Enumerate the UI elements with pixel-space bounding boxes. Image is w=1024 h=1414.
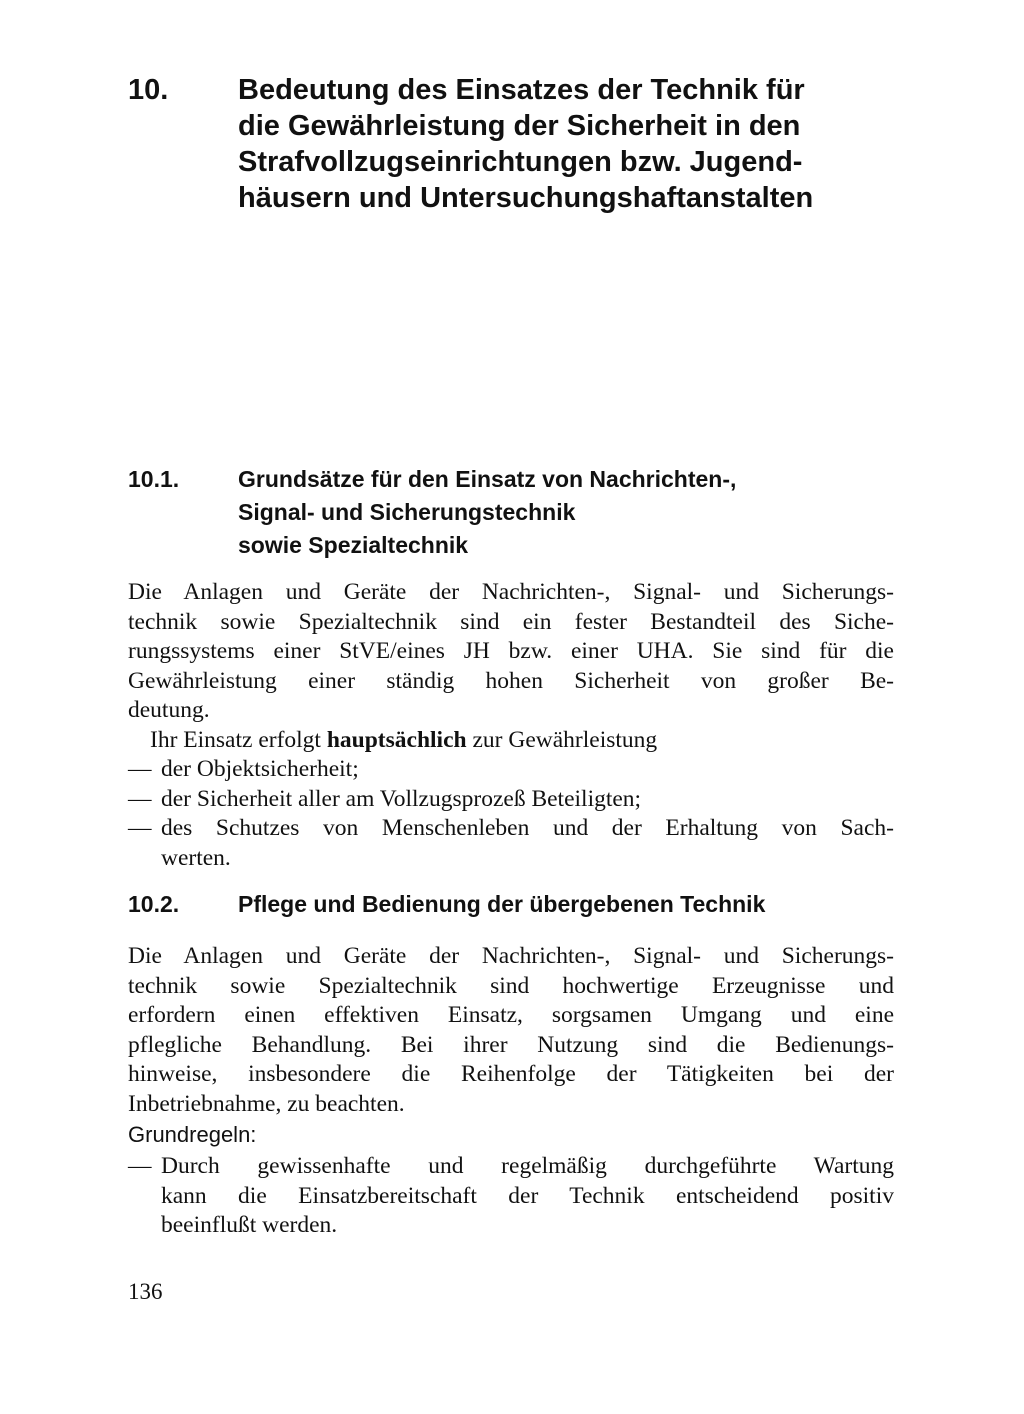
section-2-paragraph-line: technik sowie Spezialtechnik sind hochwertige Erzeugnisse und: [128, 972, 894, 999]
section-1-title-line: Grundsätze für den Einsatz von Nachrichten-,: [238, 466, 737, 492]
rules-list: [128, 1152, 894, 1241]
page-number: 136: [128, 1279, 163, 1304]
dash-marker: —: [128, 1153, 152, 1179]
rule-text-line: Durch gewissenhafte und regelmäßig durchgeführte Wartung: [161, 1153, 894, 1179]
intro-text-before: Ihr Einsatz erfolgt: [150, 726, 327, 753]
bullet-item: [128, 814, 894, 844]
section-2-paragraph-line: Die Anlagen und Geräte der Nachrichten-, Signal- und Sicherungs-: [128, 943, 894, 969]
section-1-title-line: sowie Spezialtechnik: [238, 532, 469, 558]
chapter-title: [238, 72, 898, 216]
chapter-title-line: häusern und Untersuchungshaftanstalten: [238, 182, 814, 214]
rule-text-line: beeinflußt werden.: [161, 1212, 338, 1238]
section-1-paragraph-line: technik sowie Spezialtechnik sind ein fester Bestandteil des Siche-: [128, 608, 894, 635]
section-1-body: [128, 578, 894, 873]
bullet-text: der Sicherheit aller am Vollzugsprozeß Beteiligten;: [161, 785, 642, 812]
section-2-body: [128, 942, 894, 1119]
section-2-paragraph-line: pflegliche Behandlung. Bei ihrer Nutzung sind die Bedienungs-: [128, 1031, 894, 1058]
bullet-text: der Objektsicherheit;: [161, 756, 359, 782]
section-1-title-line: Signal- und Sicherungstechnik: [238, 499, 576, 525]
rule-item: [128, 1152, 894, 1182]
chapter-title-line: Strafvollzugseinrichtungen bzw. Jugend-: [238, 146, 803, 178]
dash-marker: —: [128, 815, 152, 841]
section-1-number: 10.1.: [128, 466, 180, 492]
section-2-number: 10.2.: [128, 891, 180, 917]
section-1-paragraph-line: Gewährleistung einer ständig hohen Sicherheit von großer Be-: [128, 667, 894, 694]
dash-marker: —: [128, 785, 152, 812]
rules-label: Grundregeln:: [128, 1122, 257, 1147]
section-2-title: [238, 888, 888, 921]
dash-marker: —: [128, 756, 152, 782]
section-1-paragraph-line: deutung.: [128, 697, 210, 723]
section-2-paragraph-line: hinweise, insbesondere die Reihenfolge der Tätigkeiten bei der: [128, 1061, 894, 1087]
section-1-paragraph-line: rungssystems einer StVE/eines JH bzw. einer UHA. Sie sind für die: [128, 638, 894, 664]
chapter-title-line: Bedeutung des Einsatzes der Technik für: [238, 74, 805, 106]
bullet-text: des Schutzes von Menschenleben und der Erhaltung von Sach-: [161, 815, 894, 841]
section-2-title-line: Pflege und Bedienung der übergebenen Technik: [238, 891, 766, 917]
section-1-title: [238, 463, 888, 562]
chapter-number: 10.: [128, 74, 169, 106]
bullet-continuation: werten.: [161, 844, 231, 871]
intro-text-after: zur Gewährleistung: [466, 726, 658, 753]
bullet-item: [128, 755, 894, 785]
bullet-item: [128, 785, 894, 815]
section-2-paragraph-line: Inbetriebnahme, zu beachten.: [128, 1090, 405, 1117]
chapter-title-line: die Gewährleistung der Sicherheit in den: [238, 110, 801, 142]
rule-text-line: kann die Einsatzbereitschaft der Technik entscheidend positiv: [161, 1182, 894, 1209]
section-2-paragraph-line: erfordern einen effektiven Einsatz, sorgsamen Umgang und eine: [128, 1002, 894, 1028]
intro-emphasis: hauptsächlich: [326, 726, 467, 753]
section-1-intro: [128, 726, 894, 756]
section-1-paragraph-line: Die Anlagen und Geräte der Nachrichten-, Signal- und Sicherungs-: [128, 579, 894, 605]
